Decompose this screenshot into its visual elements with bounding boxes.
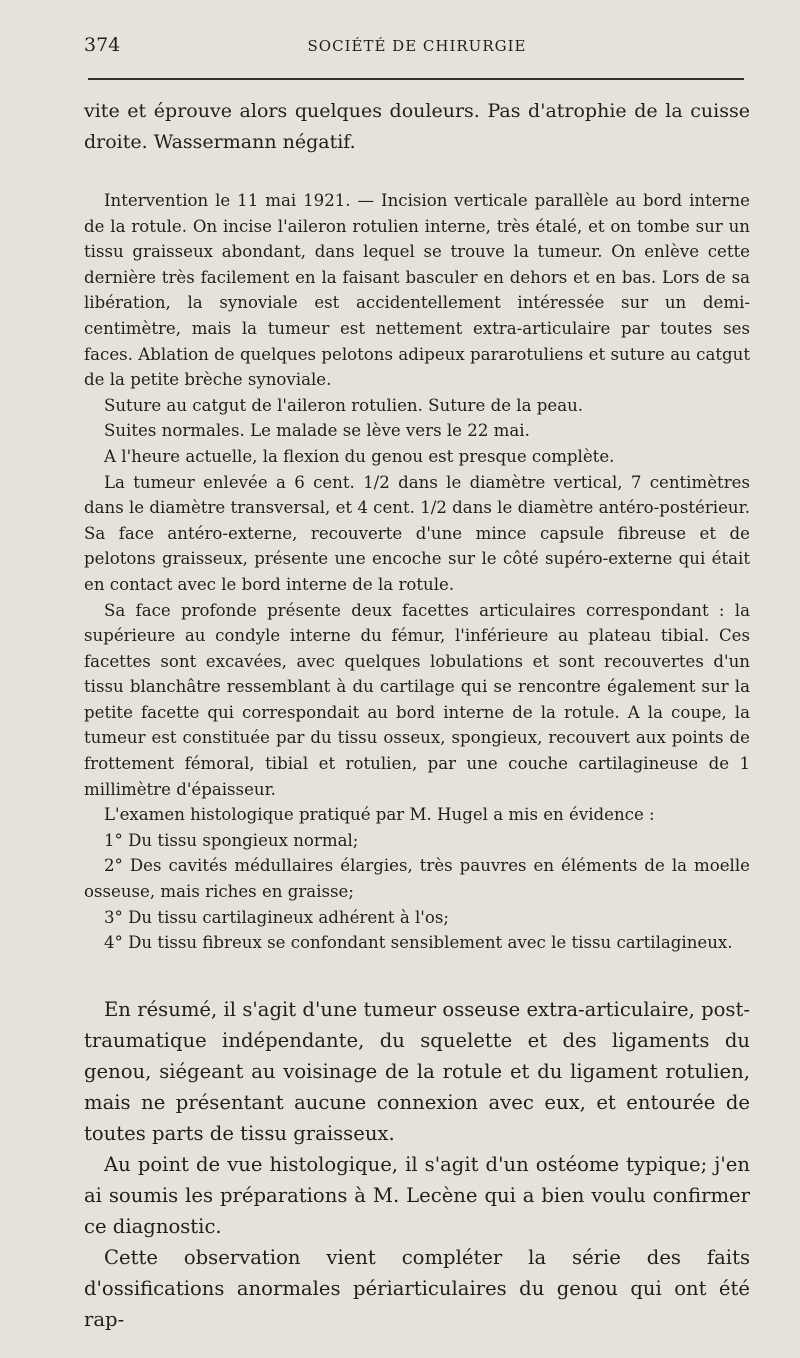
paragraph: En résumé, il s'agit d'une tumeur osseuse extra-articulaire, post-traumatique indépendante, du squelette et des ligaments du genou, siégeant au voisinage de la rotule et du ligament rotulien, mais ne présentant aucune connexion avec eux, et entourée de toutes parts de tissu graisseux. xyxy=(84,997,750,1145)
body-text xyxy=(84,96,750,1335)
paragraph: Suture au catgut de l'aileron rotulien. Suture de la peau. xyxy=(104,395,584,415)
header-rule xyxy=(88,78,744,80)
running-head: SOCIÉTÉ DE CHIRURGIE xyxy=(307,37,527,55)
paragraph: La tumeur enlevée a 6 cent. 1/2 dans le diamètre vertical, 7 centimètres dans le diamètre transversal, et 4 cent. 1/2 dans le diamètre antéro-postérieur. Sa face antéro-externe, recouverte d'une mince capsule fibreuse et de pelotons graisseux, présente une encoche sur le côté supéro-externe qui était en contact avec le bord interne de la rotule. xyxy=(84,472,750,594)
paragraph: Intervention le 11 mai 1921. — Incision verticale parallèle au bord interne de la rotule. On incise l'aileron rotulien interne, très étalé, et on tombe sur un tissu graisseux abondant, dans lequel se trouve la tumeur. On enlève cette dernière très facilement en la faisant basculer en dehors et en bas. Lors de sa libération, la synoviale est accidentellement intéressée sur un demi-centimètre, mais la tumeur est nettement extra-articulaire par toutes ses faces. Ablation de quelques pelotons adipeux pararotuliens et suture au catgut de la petite brèche synoviale. xyxy=(84,191,750,390)
paragraph: vite et éprouve alors quelques douleurs. Pas d'atrophie de la cuisse droite. Wassermann négatif. xyxy=(84,100,750,153)
paragraph: L'examen histologique pratiqué par M. Hugel a mis en évidence : xyxy=(104,805,655,825)
paragraph: Au point de vue histologique, il s'agit d'un ostéome typique; j'en ai soumis les préparations à M. Lecène qui a bien voulu confirmer ce diagnostic. xyxy=(84,1152,750,1238)
list-item: 3° Du tissu cartilagineux adhérent à l'os; xyxy=(104,907,449,927)
paragraph: Cette observation vient compléter la série des faits d'ossifications anormales périarticulaires du genou qui ont été rap- xyxy=(84,1245,750,1331)
list-item: 2° Des cavités médullaires élargies, très pauvres en éléments de la moelle osseuse, mais riches en graisse; xyxy=(84,856,750,902)
page-header xyxy=(84,34,750,58)
paragraph: Suites normales. Le malade se lève vers le 22 mai. xyxy=(104,421,530,441)
list-item: 4° Du tissu fibreux se confondant sensiblement avec le tissu cartilagineux. xyxy=(104,933,733,953)
paragraph: A l'heure actuelle, la flexion du genou est presque complète. xyxy=(104,446,615,466)
page-number: 374 xyxy=(84,34,121,56)
list-item: 1° Du tissu spongieux normal; xyxy=(104,830,359,850)
paragraph: Sa face profonde présente deux facettes articulaires correspondant : la supérieure au condyle interne du fémur, l'inférieure au plateau tibial. Ces facettes sont excavées, avec quelques lobulations et sont recouvertes d'un tissu blanchâtre ressemblant à du cartilage qui se rencontre également sur la petite facette qui correspondait au bord interne de la rotule. A la coupe, la tumeur est constituée par du tissu osseux, spongieux, recouvert aux points de frottement fémoral, tibial et rotulien, par une couche cartilagineuse de 1 millimètre d'épaisseur. xyxy=(84,600,750,799)
